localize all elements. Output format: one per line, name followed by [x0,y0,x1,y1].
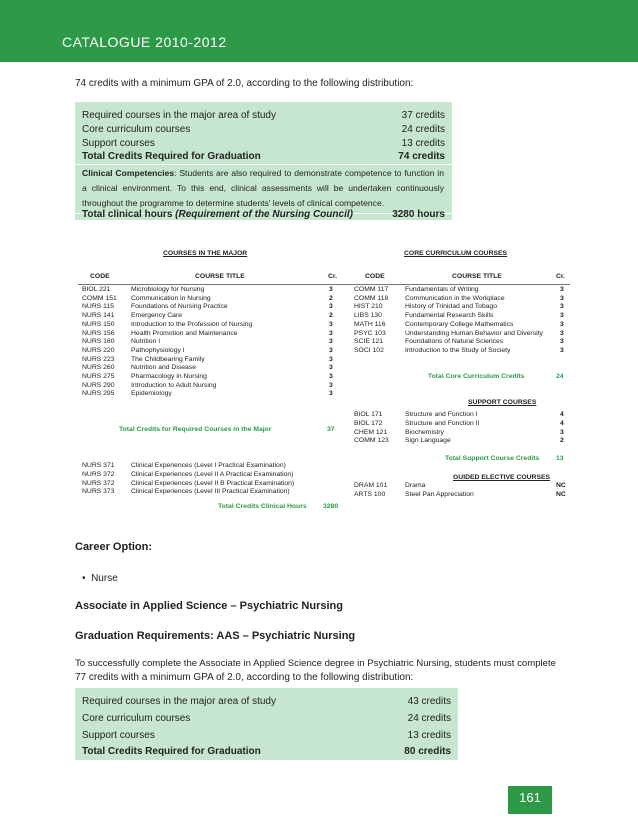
course-code: NURS 372 [82,479,115,487]
course-code: COMM 118 [354,294,389,302]
course-code: HIST 210 [354,303,383,311]
course-code: MATH 116 [354,320,386,328]
course-code: NURS 372 [82,470,115,478]
course-credits: 3 [329,303,333,311]
course-credits: 3 [329,390,333,398]
course-title: Fundamental Research Skills [405,312,494,320]
dist-label: Support courses [82,138,155,149]
course-code: NURS 371 [82,462,115,469]
career-item-label: Nurse [91,573,118,584]
course-title: Contemporary College Mathematics [405,320,514,328]
dist-value: 24 credits [401,124,445,135]
dist-value: 24 credits [407,713,451,724]
course-code: NURS 115 [82,303,114,311]
course-code: BIOL 172 [354,419,383,427]
course-title: Structure and Function II [405,419,480,427]
course-code: ARTS 100 [354,490,386,498]
distribution-box [75,102,452,220]
course-title: Introduction to the Profession of Nursing [131,320,253,328]
course-credits: 3 [329,320,333,328]
course-title: Clinical Experiences (Level III Practical Examination) [131,488,290,496]
dist-value: 13 credits [401,138,445,149]
course-title: The Childbearing Family [131,355,205,363]
course-credits: 3 [329,373,333,380]
dist-label: Required courses in the major area of study [82,110,276,121]
course-credits: 3 [329,329,333,337]
course-code: BIOL 171 [354,411,383,418]
aas-heading: Associate in Applied Science – Psychiatric Nursing [75,600,343,612]
course-title: Communication in Nursing [131,294,211,302]
clinical-hours-value: 3280 hours [392,209,445,220]
course-credits: 3 [329,338,333,346]
core-heading: CORE CURRICULUM COURSES [404,250,508,257]
catalogue-header [0,0,638,62]
clinical-hours-label [82,209,353,220]
major-col-cr: Cr. [328,273,338,280]
course-code: BIOL 221 [82,286,111,293]
course-credits: 4 [560,419,564,427]
clinical-total-value: 3280 [323,503,339,510]
course-title: Clinical Experiences (Level II A Practical Examination) [131,470,294,478]
course-credits: 2 [329,312,333,320]
clinical-total-label: Total Credits Clinical Hours [218,503,307,510]
course-code: PSYC 103 [354,329,386,337]
course-title: Foundations of Natural Sciences [405,338,504,346]
dist-label: Support courses [82,730,155,741]
core-col-code: CODE [365,273,385,280]
dist-value: 37 credits [401,110,445,121]
intro-text: 74 credits with a minimum GPA of 2.0, according to the following distribution: [75,78,414,89]
major-col-code: CODE [90,273,110,280]
header-title: CATALOGUE 2010-2012 [62,34,227,50]
course-credits: 3 [329,364,333,372]
course-code: NURS 260 [82,364,115,372]
course-code: COMM 151 [82,294,117,302]
course-title: Understanding Human Behavior and Diversity [405,329,543,337]
course-credits: 3 [560,294,564,302]
clinical-competencies-text [82,166,444,211]
grad-paragraph-1: To successfully complete the Associate in Applied Science degree in Psychiatric Nursing, students must complete [75,658,556,669]
course-credits: 3 [329,286,333,293]
course-title: Steel Pan Appreciation [405,490,474,498]
major-heading: COURSES IN THE MAJOR [163,250,248,257]
clinical-body: : Students are also required to demonstrate competence to function in a clinical environment. To this end, clinical assessments will be undertaken continuously throughout the programme to determine students' levels of clinical competence. [82,168,444,208]
course-credits: 3 [329,346,333,354]
course-credits: 3 [329,381,333,389]
dist-value: 43 credits [407,696,451,707]
course-title: Structure and Function I [405,411,478,418]
core-col-title: COURSE TITLE [452,273,502,280]
grad-paragraph-2: 77 credits with a minimum GPA of 2.0, according to the following distribution: [75,672,414,683]
course-title: Health Promotion and Maintenance [131,329,238,337]
course-code: NURS 220 [82,346,115,354]
bullet-icon: • [82,573,86,584]
course-title: Drama [405,482,426,489]
support-heading: SUPPORT COURSES [468,399,537,406]
dist-label: Core curriculum courses [82,713,191,724]
course-code: NURS 223 [82,355,115,363]
course-credits: 3 [560,312,564,320]
dist-label: Required courses in the major area of study [82,696,276,707]
course-title: Microbiology for Nursing [131,286,205,293]
career-list-item [82,573,118,584]
course-code: LIBS 130 [354,312,382,320]
page-number: 161 [508,786,552,814]
course-code: DRAM 101 [354,482,388,489]
dist-total-label: Total Credits Required for Graduation [82,746,261,757]
course-title: Fundamentals of Writing [405,286,479,293]
course-code: CHEM 121 [354,428,388,436]
distribution-box-2 [75,688,458,760]
table-header-rule [78,284,570,285]
course-title: Nutrition and Disease [131,364,196,372]
course-title: Pathophysiology I [131,346,185,354]
course-credits: 3 [560,329,564,337]
course-code: NURS 275 [82,373,115,380]
course-credits: NC [556,482,566,489]
course-title: Nutrition I [131,338,161,346]
course-code: NURS 295 [82,390,115,398]
course-title: History of Trinidad and Tobago [405,303,498,311]
course-code: NURS 373 [82,488,115,496]
core-total-value: 24 [556,373,564,380]
dist-value: 13 credits [407,730,451,741]
course-credits: 3 [560,338,564,346]
dist-label: Core curriculum courses [82,124,191,135]
course-credits: 4 [560,411,564,418]
major-col-title: COURSE TITLE [195,273,245,280]
divider [75,164,452,165]
course-title: Clinical Experiences (Level II B Practical Examination) [131,479,295,487]
course-code: COMM 123 [354,437,389,445]
elective-heading: GUIDED ELECTIVE COURSES [453,474,551,481]
course-title: Introduction to the Study of Society [405,346,511,354]
course-code: NURS 156 [82,329,115,337]
course-title: Introduction to Adult Nursing [131,381,217,389]
course-credits: 3 [560,320,564,328]
dist-total-label: Total Credits Required for Graduation [82,151,261,162]
major-total-value: 37 [327,426,335,433]
course-title: Biochemistry [405,428,444,436]
course-code: COMM 117 [354,286,389,293]
course-title: Epidemiology [131,390,172,398]
course-title: Emergency Care [131,312,182,320]
course-title: Foundations of Nursing Practice [131,303,228,311]
dist-total-value: 74 credits [398,151,445,162]
clinical-label: Clinical Competencies [82,168,175,178]
hours-note: (Requirement of the Nursing Council) [175,209,353,220]
course-code: NURS 160 [82,338,115,346]
course-credits: 3 [560,286,564,293]
course-title: Sign Language [405,437,451,445]
course-credits: NC [556,490,566,498]
course-credits: 2 [560,437,564,445]
course-credits: 2 [329,294,333,302]
course-title: Clinical Experiences (Level I Practical Examination) [131,462,286,469]
graduation-heading: Graduation Requirements: AAS – Psychiatric Nursing [75,630,356,642]
course-title: Communication in the Workplace [405,294,505,302]
support-total-value: 13 [556,455,564,462]
course-title: Pharmacology in Nursing [131,373,207,380]
course-code: NURS 150 [82,320,115,328]
career-heading: Career Option: [75,541,153,553]
course-credits: 3 [329,355,333,363]
major-total-label: Total Credits for Required Courses in the Major [119,426,272,433]
hours-label: Total clinical hours [82,209,173,220]
course-credits: 3 [560,303,564,311]
course-code: SCIE 121 [354,338,384,346]
dist-total-value: 80 credits [404,746,451,757]
course-code: SOCI 102 [354,346,384,354]
core-col-cr: Cr. [556,273,566,280]
course-credits: 3 [560,428,564,436]
course-code: NURS 141 [82,312,115,320]
course-credits: 3 [560,346,564,354]
support-total-label: Total Support Course Credits [445,455,540,462]
course-code: NURS 290 [82,381,115,389]
core-total-label: Total Core Curriculum Credits [428,373,525,380]
